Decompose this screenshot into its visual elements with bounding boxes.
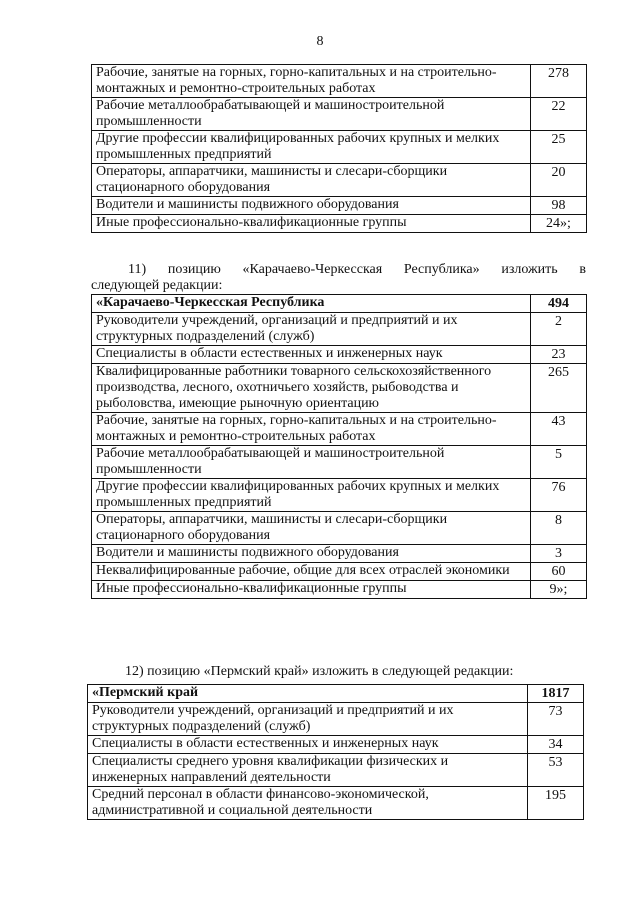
table-row (92, 479, 587, 512)
count-cell: 195 (527, 787, 583, 820)
table-perm-krai (87, 684, 584, 820)
table-row (92, 197, 587, 215)
table-row (92, 512, 587, 545)
count-cell: 34 (527, 736, 583, 754)
table-body (92, 65, 587, 233)
count-cell: 24»; (531, 215, 587, 233)
count-cell: 278 (531, 65, 587, 98)
category-cell: Средний персонал в области финансово-экономической, административной и социальной деятельности (88, 787, 528, 820)
table-previous-region-continued (91, 64, 587, 233)
table-body (88, 685, 584, 820)
region-name-cell: «Карачаево-Черкесская Республика (92, 295, 531, 313)
paragraph-item-11-line1: 11) позицию «Карачаево-Черкесская Республика» изложить в (128, 262, 586, 277)
count-cell: 98 (531, 197, 587, 215)
table-row (92, 346, 587, 364)
category-cell: Иные профессионально-квалификационные группы (92, 215, 531, 233)
category-cell: Специалисты среднего уровня квалификации физических и инженерных направлений деятельности (88, 754, 528, 787)
region-name-cell: «Пермский край (88, 685, 528, 703)
table-row (92, 215, 587, 233)
table-row (88, 703, 584, 736)
table-karachay-cherkess (91, 294, 587, 599)
category-cell: Операторы, аппаратчики, машинисты и слесари-сборщики стационарного оборудования (92, 164, 531, 197)
table-row (92, 446, 587, 479)
category-cell: Руководители учреждений, организаций и предприятий и их структурных подразделений (служб) (92, 313, 531, 346)
category-cell: Рабочие, занятые на горных, горно-капитальных и на строительно-монтажных и ремонтно-строительных работах (92, 413, 531, 446)
category-cell: Операторы, аппаратчики, машинисты и слесари-сборщики стационарного оборудования (92, 512, 531, 545)
region-total-cell: 1817 (527, 685, 583, 703)
count-cell: 9»; (531, 581, 587, 599)
category-cell: Рабочие, занятые на горных, горно-капитальных и на строительно-монтажных и ремонтно-строительных работах (92, 65, 531, 98)
paragraph-item-12: 12) позицию «Пермский край» изложить в следующей редакции: (125, 664, 514, 679)
category-cell: Неквалифицированные рабочие, общие для всех отраслей экономики (92, 563, 531, 581)
count-cell: 25 (531, 131, 587, 164)
table-row (88, 736, 584, 754)
count-cell: 8 (531, 512, 587, 545)
category-cell: Другие профессии квалифицированных рабочих крупных и мелких промышленных предприятий (92, 131, 531, 164)
count-cell: 76 (531, 479, 587, 512)
table-row (92, 164, 587, 197)
category-cell: Водители и машинисты подвижного оборудования (92, 545, 531, 563)
paragraph-item-11 (91, 262, 586, 294)
page-number: 8 (316, 34, 324, 49)
table-row (92, 364, 587, 413)
table-row (92, 545, 587, 563)
category-cell: Специалисты в области естественных и инженерных наук (92, 346, 531, 364)
count-cell: 73 (527, 703, 583, 736)
table-header-row (92, 295, 587, 313)
table-row (92, 563, 587, 581)
count-cell: 3 (531, 545, 587, 563)
count-cell: 53 (527, 754, 583, 787)
count-cell: 23 (531, 346, 587, 364)
category-cell: Водители и машинисты подвижного оборудования (92, 197, 531, 215)
table-row (92, 413, 587, 446)
category-cell: Другие профессии квалифицированных рабочих крупных и мелких промышленных предприятий (92, 479, 531, 512)
count-cell: 2 (531, 313, 587, 346)
paragraph-item-11-line2: следующей редакции: (91, 278, 223, 293)
table-row (92, 581, 587, 599)
count-cell: 22 (531, 98, 587, 131)
table-row (92, 65, 587, 98)
table-row (92, 131, 587, 164)
count-cell: 60 (531, 563, 587, 581)
count-cell: 5 (531, 446, 587, 479)
count-cell: 20 (531, 164, 587, 197)
category-cell: Руководители учреждений, организаций и предприятий и их структурных подразделений (служб) (88, 703, 528, 736)
count-cell: 265 (531, 364, 587, 413)
category-cell: Специалисты в области естественных и инженерных наук (88, 736, 528, 754)
table-row (92, 98, 587, 131)
category-cell: Рабочие металлообрабатывающей и машиностроительной промышленности (92, 98, 531, 131)
count-cell: 43 (531, 413, 587, 446)
category-cell: Рабочие металлообрабатывающей и машиностроительной промышленности (92, 446, 531, 479)
table-body (92, 295, 587, 599)
table-row (88, 754, 584, 787)
table-header-row (88, 685, 584, 703)
table-row (88, 787, 584, 820)
category-cell: Квалифицированные работники товарного сельскохозяйственного производства, лесного, охотничьего хозяйств, рыбоводства и рыболовства, имеющие рыночную ориентацию (92, 364, 531, 413)
category-cell: Иные профессионально-квалификационные группы (92, 581, 531, 599)
region-total-cell: 494 (531, 295, 587, 313)
table-row (92, 313, 587, 346)
